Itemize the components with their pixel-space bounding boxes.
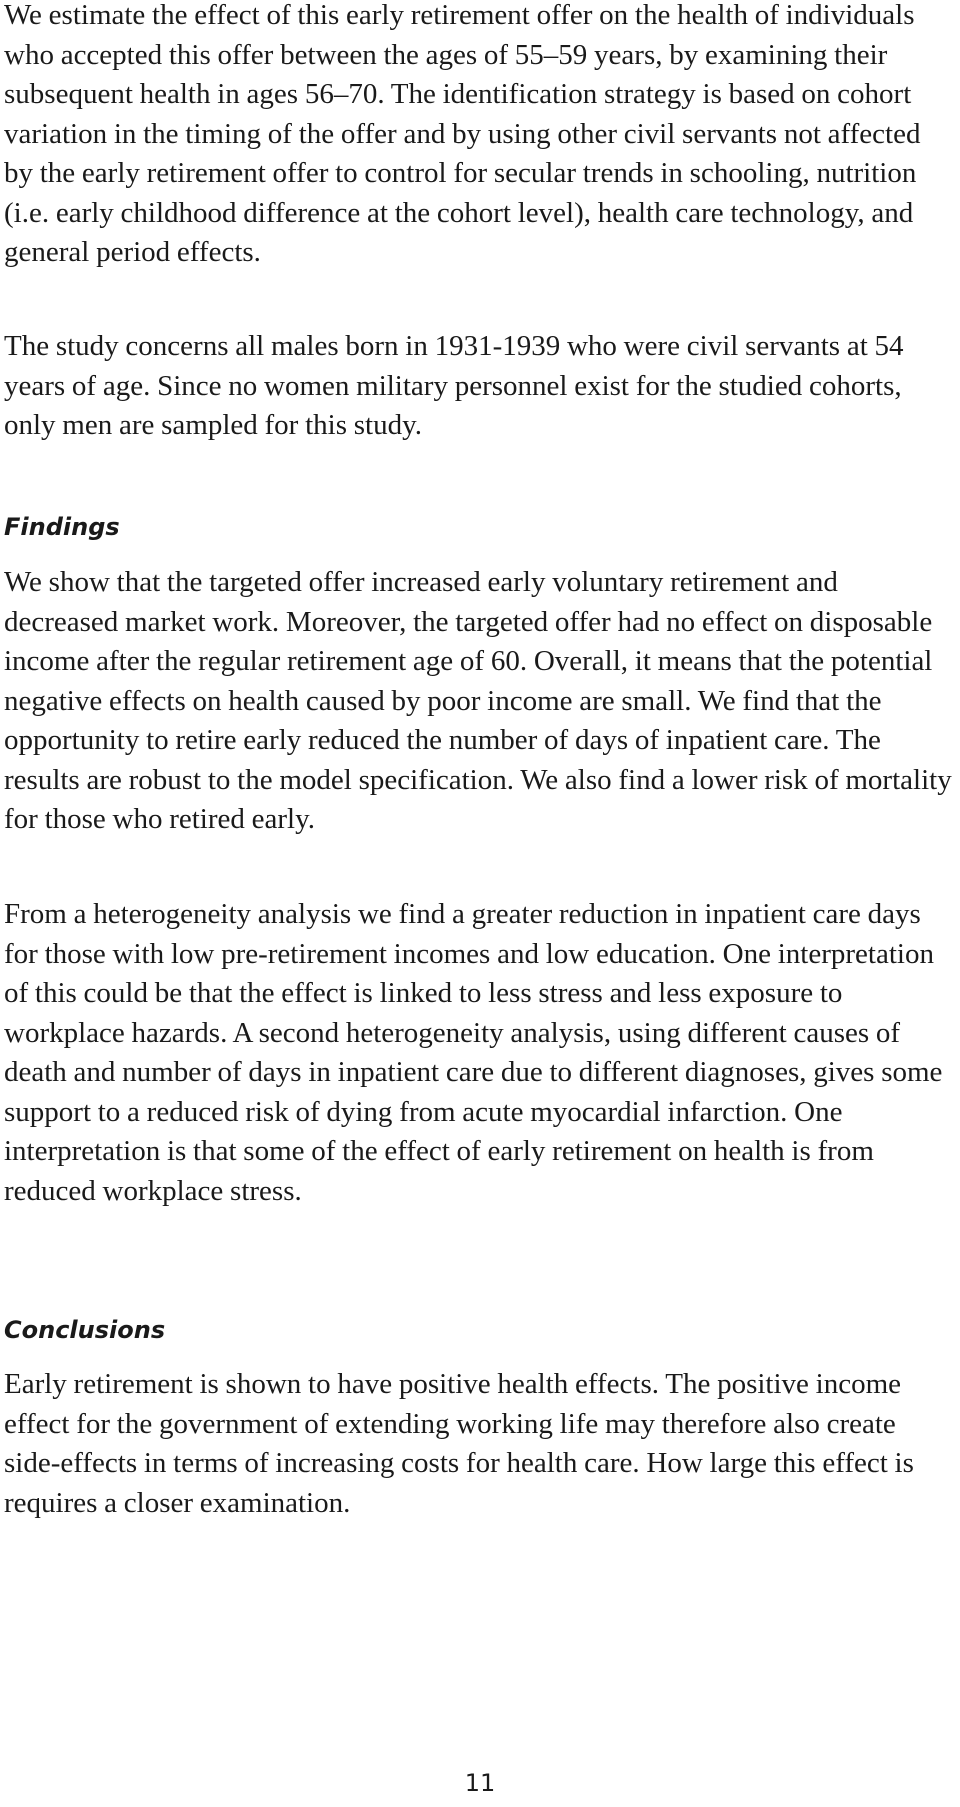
section-heading-conclusions: Conclusions xyxy=(4,1316,166,1344)
paragraph-findings-2: From a heterogeneity analysis we find a greater reduction in inpatient care days for those with low pre-retirement incomes and low education. One interpretation of this could be that the effect is linked to less stress and less exposure to workplace hazards. A second heterogeneity analysis, using different causes of death and number of days in inpatient care due to different diagnoses, gives some support to a reduced risk of dying from acute myocardial infarction. One interpretation is that some of the effect of early retirement on health is from reduced workplace stress. xyxy=(4,898,943,1207)
paragraph-study-population: The study concerns all males born in 1931-1939 who were civil servants at 54 years of age. Since no women military personnel exist for the studied cohorts, only men are sampled for this study. xyxy=(4,330,904,441)
paragraph-findings-1: We show that the targeted offer increased early voluntary retirement and decreased market work. Moreover, the targeted offer had no effect on disposable income after the regular retirement age of 60. Overall, it means that the potential negative effects on health caused by poor income are small. We find that the opportunity to retire early reduced the number of days of inpatient care. The results are robust to the model specification. We also find a lower risk of mortality for those who retired early. xyxy=(4,566,952,835)
section-heading-findings: Findings xyxy=(4,513,120,541)
paragraph-conclusions: Early retirement is shown to have positive health effects. The positive income effect for the government of extending working life may therefore also create side-effects in terms of increasing costs for health care. How large this effect is requires a closer examination. xyxy=(4,1368,914,1519)
page-number: 11 xyxy=(464,1769,496,1797)
paragraph-intro-method: We estimate the effect of this early retirement offer on the health of individuals who accepted this offer between the ages of 55–59 years, by examining their subsequent health in ages 56–70. The identification strategy is based on cohort variation in the timing of the offer and by using other civil servants not affected by the early retirement offer to control for secular trends in schooling, nutrition (i.e. early childhood difference at the cohort level), health care technology, and general period effects. xyxy=(4,0,921,268)
